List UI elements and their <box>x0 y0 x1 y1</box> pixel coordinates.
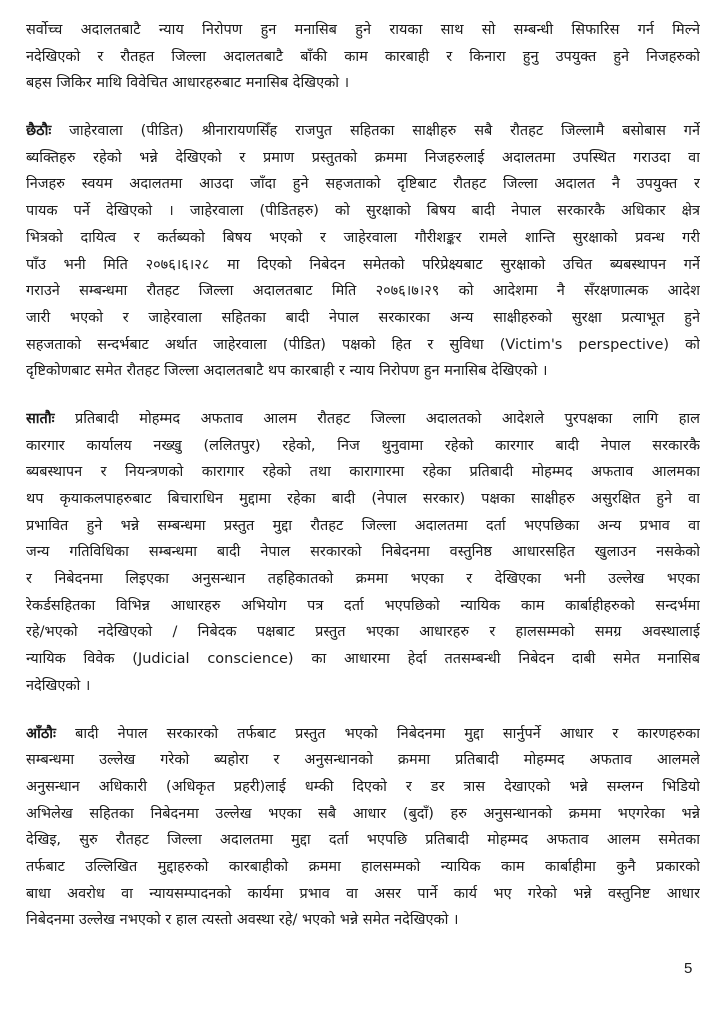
text-line <box>26 673 700 700</box>
paragraph <box>26 118 700 385</box>
text-line <box>26 278 700 305</box>
line-text: जाहेरवाला (पीडित) श्रीनारायणसिँह राजपुत सहितका साक्षीहरु सबै रौतहट जिल्लामै बसोबास गर्ने <box>69 123 700 140</box>
line-text: ब्यक्तिहरु रहेको भन्ने देखिएको र प्रमाण प्रस्तुतको क्रममा निजहरुलाई अदालतमा उपस्थित गराउदा वा <box>26 149 700 166</box>
document-body <box>26 17 700 955</box>
line-text: निजहरु स्वयम अदालतमा आउदा जाँदा हुने सहजताको दृष्टिबाट रौतहट जिल्ला अदालत नै उपयुक्त र <box>26 176 700 193</box>
text-line <box>26 145 700 172</box>
line-text: न्यायिक विवेक (Judicial conscience) का आधारमा हेर्दा ततसम्बन्धी निबेदन दाबी समेत मनासिब <box>26 651 700 668</box>
line-text: बाधा अवरोध वा न्यायसम्पादनको कार्यमा प्रभाव वा असर पार्ने कार्य भए गरेको भन्ने वस्तुनिष्ट आधार <box>26 885 700 902</box>
line-text: कारगार कार्यालय नख्खु (ललितपुर) रहेको, निज थुनुवामा रहेको कारगार बादी नेपाल सरकारकै <box>26 437 700 454</box>
text-line <box>26 406 700 433</box>
text-line <box>26 459 700 486</box>
line-text: जन्य गतिविधिका सम्बन्धमा बादी नेपाल सरकारको निबेदनमा वस्तुनिष्ठ आधारसहित खुलाउन नसकेको <box>26 544 700 561</box>
line-text: देखिइ, सुरु रौतहट जिल्ला अदालतमा मुद्दा दर्ता भएपछि प्रतिबादी मोहम्मद अफताव आलम समेतका <box>26 832 700 849</box>
line-text: निबेदनमा उल्लेख नभएको र हाल त्यस्तो अवस्था रहे/ भएको भन्ने समेत नदेखिएको । <box>26 912 459 929</box>
text-line <box>26 198 700 225</box>
line-text: सहजताको सन्दर्भबाट अर्थात जाहेरवाला (पीडित) पक्षको हित र सुविधा (Victim's perspective) को <box>26 336 700 353</box>
text-line <box>26 252 700 279</box>
line-text: बादी नेपाल सरकारको तर्फबाट प्रस्तुत भएको निबेदनमा मुद्दा सार्नुपर्ने आधार र कारणहरुका <box>75 725 700 742</box>
text-line <box>26 171 700 198</box>
text-line <box>26 70 700 97</box>
line-text: र निबेदनमा लिइएका अनुसन्धान तहहिकातको क्रममा भएका र देखिएका भनी उल्लेख भएका <box>26 571 700 588</box>
line-text: अभिलेख सहितका निबेदनमा उल्लेख भएका सबै आधार (बुदाँ) हरु अनुसन्धानको क्रममा भएगरेका भन्ने <box>26 805 700 822</box>
paragraph <box>26 406 700 700</box>
line-text: पाँउ भनी मिति २०७६।६।२८ मा दिएको निबेदन समेतको परिप्रेक्ष्यबाट सुरक्षाको उचित ब्यबस्थापन गर्ने <box>26 256 700 273</box>
line-text: प्रतिबादी मोहम्मद अफताव आलम रौतहट जिल्ला अदालतको आदेशले पुरपक्षका लागि हाल <box>75 410 700 427</box>
text-line <box>26 907 700 934</box>
text-line <box>26 486 700 513</box>
line-text: भित्रको दायित्व र कर्तब्यको बिषय भएको र जाहेरवाला गौरीशङ्कर रामले शान्ति सुरक्षाको प्रवन्ध गरी <box>26 229 700 246</box>
text-line <box>26 118 700 145</box>
text-line <box>26 747 700 774</box>
text-line <box>26 566 700 593</box>
text-line <box>26 44 700 71</box>
line-text: रहे/भएको नदेखिएको / निबेदक पक्षबाट प्रस्तुत भएका आधारहरु र हालसम्मको समग्र अवस्थालाई <box>26 624 700 641</box>
line-text: गराउने सम्बन्धमा रौतहट जिल्ला अदालतबाट मिति २०७६।७।२९ को आदेशमा नै सँरक्षणात्मक आदेश <box>26 283 700 300</box>
text-line <box>26 619 700 646</box>
text-line <box>26 881 700 908</box>
text-line <box>26 854 700 881</box>
page-number: 5 <box>684 960 693 977</box>
paragraph-label: सातौः <box>26 410 55 427</box>
text-line <box>26 827 700 854</box>
paragraph-label: आँठौः <box>26 725 56 742</box>
line-text: नदेखिएको र रौतहत जिल्ला अदालतबाटै बाँकी काम कारबाही र किनारा हुनु उपयुक्त हुने निजहरुको <box>26 48 700 65</box>
text-line <box>26 721 700 748</box>
text-line <box>26 225 700 252</box>
text-line <box>26 593 700 620</box>
text-line <box>26 305 700 332</box>
line-text: दृष्टिकोणबाट समेत रौतहट जिल्ला अदालतबाटै थप कारबाही र न्याय निरोपण हुन मनासिब देखिएको । <box>26 363 548 380</box>
text-line <box>26 801 700 828</box>
paragraph <box>26 17 700 97</box>
line-text: थप कृयाकलपाहरुबाट बिचाराधिन मुद्दामा रहेका बादी (नेपाल सरकार) पक्षका साक्षीहरु असुरक्षित हुने वा <box>26 491 700 507</box>
text-line <box>26 332 700 359</box>
line-text: सम्बन्धमा उल्लेख गरेको ब्यहोरा र अनुसन्धानको क्रममा प्रतिबादी मोहम्मद अफताव आलमले <box>26 752 700 769</box>
text-line <box>26 646 700 673</box>
line-text: सर्वोच्च अदालतबाटै न्याय निरोपण हुन मनासिब हुने रायका साथ सो सम्बन्धी सिफारिस गर्न मिल्ने <box>26 22 700 38</box>
line-text: ब्यबस्थापन र नियन्त्रणको कारागार रहेको तथा कारागारमा रहेका प्रतिबादी मोहम्मद अफताव आलमका <box>26 464 700 481</box>
paragraph-label: छैठौः <box>26 123 52 140</box>
line-text: पायक पर्ने देखिएको । जाहेरवाला (पीडितहरु) को सुरक्षाको बिषय बादी नेपाल सरकारकै अधिकार क्षेत्र <box>26 203 700 220</box>
text-line <box>26 539 700 566</box>
line-text: रेकर्डसहितका विभिन्न आधारहरु अभियोग पत्र दर्ता भएपछिको न्यायिक काम कार्बाहीहरुको सन्दर्भमा <box>26 597 700 614</box>
text-line <box>26 358 700 385</box>
text-line <box>26 513 700 540</box>
text-line <box>26 17 700 44</box>
text-line <box>26 774 700 801</box>
line-text: नदेखिएको । <box>26 677 91 694</box>
paragraph <box>26 721 700 935</box>
line-text: प्रभावित हुने भन्ने सम्बन्धमा प्रस्तुत मुद्दा रौतहट जिल्ला अदालतमा दर्ता भएपछिका अन्य प्रभाव वा <box>26 517 700 534</box>
line-text: तर्फबाट उल्लिखित मुद्दाहरुको कारबाहीको क्रममा हालसम्मको न्यायिक काम कार्बाहीमा कुनै प्रकारको <box>26 858 700 875</box>
text-line <box>26 433 700 460</box>
line-text: बहस जिकिर माथि विवेचित आधारहरुबाट मनासिब देखिएको । <box>26 75 350 92</box>
line-text: जारी भएको र जाहेरवाला सहितका बादी नेपाल सरकारका अन्य साक्षीहरुको सुरक्षा प्रत्याभूत हुने <box>26 309 700 326</box>
line-text: अनुसन्धान अधिकारी (अधिकृत प्रहरी)लाई धम्की दिएको र डर त्रास देखाएको भन्ने सम्लग्न भिडियो <box>26 778 700 795</box>
